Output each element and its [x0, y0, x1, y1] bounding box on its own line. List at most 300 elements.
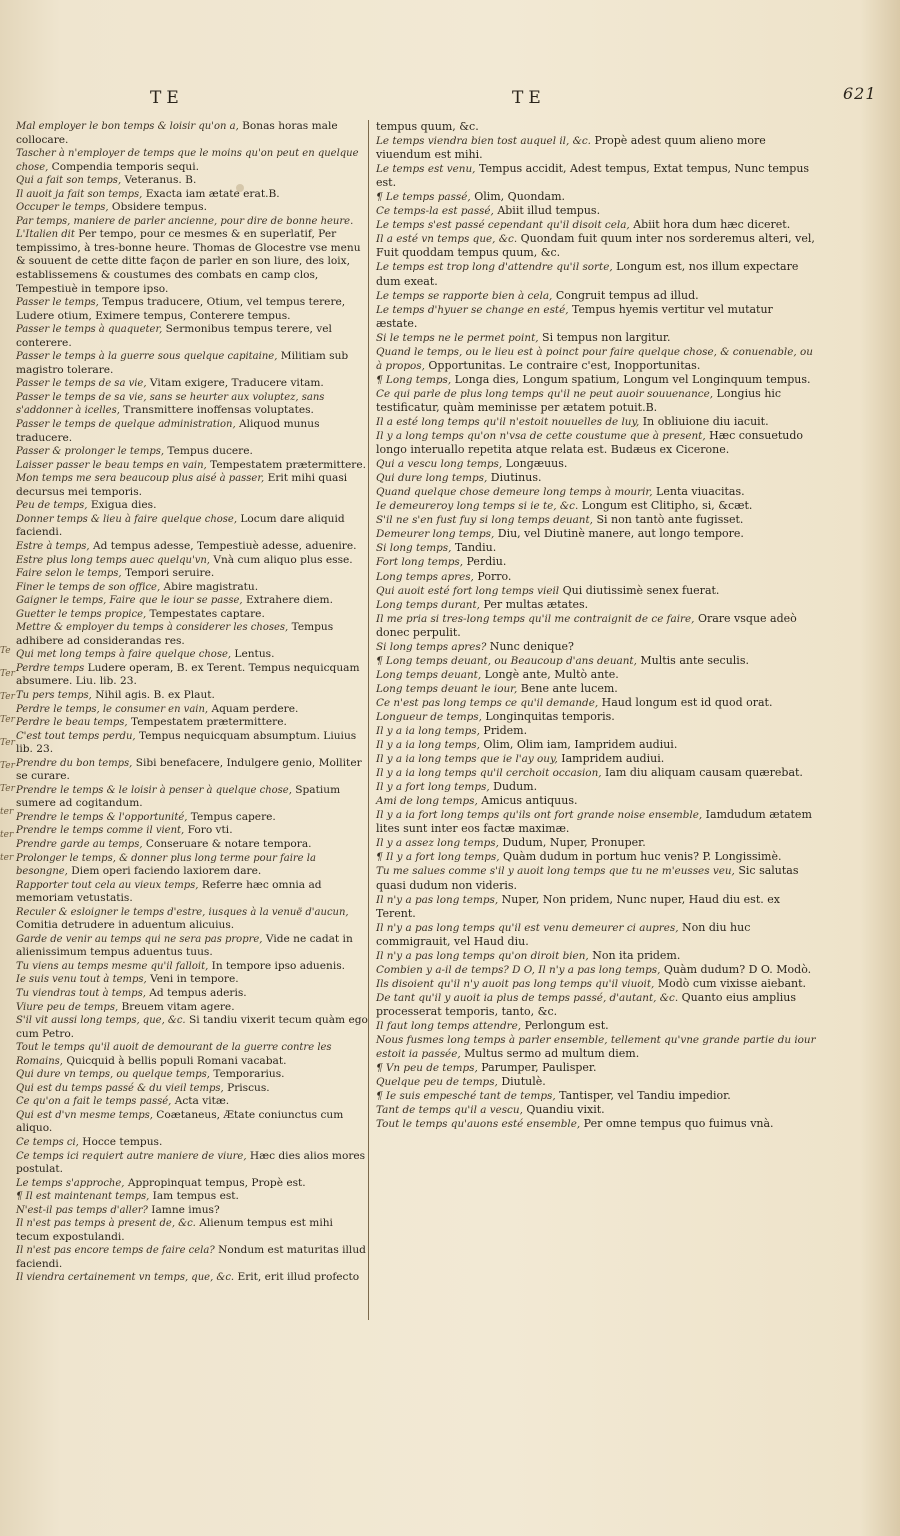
entry-latin: In obliuione diu iacuit.: [639, 414, 769, 428]
entry-french: Il n'est pas temps à present de, &c.: [16, 1218, 196, 1230]
dictionary-entry: [16, 377, 368, 391]
entry-latin: Nondum est maturitas illud faciendi.: [16, 1244, 366, 1270]
dictionary-entry: [376, 527, 816, 541]
entry-french: Viure peu de temps,: [16, 1001, 119, 1013]
entry-latin: Dudum.: [489, 780, 538, 794]
entry-latin: Si tandiu vixerit tecum quàm ego cum Petro.: [16, 1014, 368, 1040]
entry-latin: Pridem.: [479, 724, 528, 738]
entry-french: ¶ Il est maintenant temps,: [16, 1191, 150, 1203]
entry-latin: Aquam perdere.: [208, 702, 299, 715]
dictionary-entry: [16, 1095, 368, 1109]
dictionary-entry: [16, 879, 368, 906]
entry-french: Longueur de temps,: [376, 710, 482, 723]
entry-latin: Coætaneus, Ætate coniunctus cum aliquo.: [16, 1108, 344, 1135]
entry-latin: Quanto eius amplius processerat temporis, tanto, &c.: [376, 990, 796, 1018]
entry-french: Il a esté long temps qu'il n'estoit nouuelles de luy,: [376, 415, 640, 428]
dictionary-entry: [376, 949, 816, 963]
entry-latin: Olim, Quondam.: [470, 190, 566, 204]
entry-latin: Sibi benefacere, Indulgere genio, Molliter se curare.: [16, 756, 362, 783]
dictionary-entry: [376, 640, 816, 654]
entry-french: Tu me salues comme s'il y auoit long temps que tu ne m'eusses veu,: [376, 865, 735, 878]
dictionary-entry: [16, 188, 368, 202]
entry-latin: Abire magistratu.: [160, 580, 259, 593]
entry-french: Si long temps apres?: [376, 640, 487, 653]
entry-french: Perdre temps: [16, 662, 85, 674]
entry-latin: Longinquitas temporis.: [481, 709, 615, 723]
dictionary-entry: [376, 1033, 816, 1061]
entry-latin: Amicus antiquus.: [477, 794, 578, 808]
dictionary-entry: [16, 662, 368, 689]
entry-french: Passer le temps,: [16, 297, 99, 309]
entry-french: Prendre le temps & le loisir à penser à quelque chose,: [16, 784, 292, 796]
dictionary-entry: [16, 1136, 368, 1150]
dictionary-entry: [16, 323, 368, 350]
entry-french: S'il vit aussi long temps, que, &c.: [16, 1015, 186, 1027]
entry-french: Tu viendras tout à temps,: [16, 988, 146, 999]
entry-french: Il a esté vn temps que, &c.: [376, 233, 518, 246]
entry-french: Il n'est pas encore temps de faire cela?: [16, 1245, 215, 1257]
entry-french: N'est-il pas temps d'aller?: [16, 1204, 148, 1216]
entry-french: Quelque peu de temps,: [376, 1076, 498, 1089]
entry-latin: Tantisper, vel Tandiu impedior.: [555, 1089, 731, 1103]
entry-french: Garde de venir au temps qui ne sera pas propre,: [16, 933, 263, 945]
dictionary-entry: [376, 977, 816, 991]
entry-latin: Alienum tempus est mihi tecum expostulandi.: [16, 1217, 333, 1243]
entry-latin: Tempori seruire.: [121, 567, 215, 580]
dictionary-entry: [16, 296, 368, 323]
dictionary-entry: [16, 594, 368, 608]
entry-french: Si long temps,: [376, 542, 452, 555]
entry-french: Finer le temps de son office,: [16, 581, 161, 593]
entry-french: Il me pria si tres-long temps qu'il me contraignit de ce faire,: [376, 612, 695, 625]
entry-french: Mal employer le bon temps & loisir qu'on a,: [16, 121, 239, 132]
column-rule: [368, 120, 369, 1320]
dictionary-entry: [376, 696, 816, 710]
entry-french: Passer le temps de quelque administration,: [16, 419, 236, 431]
dictionary-entry: [376, 513, 816, 527]
entry-french: ¶ Il y a fort long temps,: [376, 851, 500, 864]
dictionary-entry: [376, 303, 816, 331]
dictionary-entry: [376, 724, 816, 738]
entry-latin: Diutulè.: [497, 1075, 546, 1089]
entry-french: Qui a fait son temps,: [16, 175, 122, 187]
entry-latin: Conseruare & notare tempora.: [142, 837, 312, 850]
dictionary-entry: [16, 215, 368, 296]
entry-french: Passer le temps de sa vie, sans se heurter aux voluptez, sans s'addonner à icelles,: [16, 391, 325, 417]
dictionary-entry: [16, 1014, 368, 1041]
entry-latin: Longum est, nos illum expectare dum exeat.: [376, 260, 799, 288]
dictionary-entry: [376, 1061, 816, 1075]
entry-latin: Si tempus non largitur.: [538, 330, 671, 344]
entry-latin: Iamdudum ætatem lites sunt inter eos factæ maximæ.: [376, 808, 812, 836]
entry-latin: Orare vsque adeò donec perpulit.: [376, 611, 797, 639]
dictionary-entry: [16, 1150, 368, 1177]
entry-french: ¶ Ie suis empesché tant de temps,: [376, 1090, 556, 1103]
dictionary-entry: [16, 838, 368, 852]
dictionary-entry: [376, 331, 816, 345]
entry-latin: Vide ne cadat in alienissimum tempus aduentus tuus.: [16, 932, 353, 959]
entry-latin: Diu, vel Diutinè manere, aut longo tempore.: [494, 527, 744, 541]
entry-latin: Opportunitas. Le contraire c'est, Inopportunitas.: [424, 358, 701, 372]
dictionary-entry: [376, 555, 816, 569]
margin-note: Ter: [0, 738, 15, 748]
entry-latin: Compendia temporis sequi.: [48, 160, 199, 173]
entry-latin: Nihil agis. B. ex Plaut.: [91, 688, 215, 701]
left-column: [16, 120, 368, 1285]
entry-latin: Iam tempus est.: [149, 1190, 239, 1203]
dictionary-entry: [16, 1190, 368, 1204]
dictionary-entry: [376, 345, 816, 373]
entry-latin: Qui diutissimè senex fuerat.: [559, 583, 720, 597]
dictionary-entry: [16, 120, 368, 147]
entry-french: Passer & prolonger le temps,: [16, 446, 165, 458]
dictionary-entry: [16, 445, 368, 459]
dictionary-entry: [376, 570, 816, 584]
entry-latin: Tempus traducere, Otium, vel tempus terere, Ludere otium, Eximere tempus, Conterere tempus.: [16, 296, 346, 322]
entry-latin: Propè adest quum alieno more viuendum est mihi.: [376, 134, 766, 162]
entry-french: Ils disoient qu'il n'y auoit pas long temps qu'il viuoit,: [376, 977, 655, 990]
entry-latin: Vnà cum aliquo plus esse.: [209, 553, 353, 566]
entry-latin: Tandiu.: [451, 541, 497, 555]
dictionary-entry: [376, 1103, 816, 1117]
entry-french: Laisser passer le beau temps en vain,: [16, 459, 207, 471]
entry-french: Prolonger le temps, & donner plus long terme pour faire la besongne,: [16, 852, 316, 878]
dictionary-entry: [376, 289, 816, 303]
entry-latin: Parumper, Paulisper.: [477, 1061, 597, 1075]
entry-french: Le temps est venu,: [376, 163, 476, 176]
entry-latin: Quicquid à bellis populi Romani vacabat.: [62, 1054, 287, 1067]
entry-latin: Quàm dudum in portum huc venis? P. Longissimè.: [499, 850, 782, 864]
right-column: [376, 120, 816, 1131]
dictionary-entry: [16, 1082, 368, 1096]
entry-latin: Acta vitæ.: [171, 1095, 230, 1108]
entry-latin: Per omne tempus quo fuimus vnà.: [580, 1117, 774, 1131]
dictionary-entry: [376, 1117, 816, 1131]
dictionary-entry: [376, 457, 816, 471]
entry-latin: Modò cum vixisse aiebant.: [654, 976, 807, 990]
entry-latin: Transmittere inoffensas voluptates.: [119, 404, 314, 417]
entry-latin: Tempus capere.: [187, 810, 276, 823]
entry-french: Il viendra certainement vn temps, que, &c.: [16, 1272, 235, 1284]
entry-french: ¶ Long temps,: [376, 373, 452, 386]
dictionary-entry: [16, 906, 368, 933]
entry-latin: Diem operi faciendo laxiorem dare.: [67, 865, 262, 878]
entry-french: ¶ Long temps deuant, ou Beaucoup d'ans deuant,: [376, 654, 637, 667]
entry-french: Ami de long temps,: [376, 795, 478, 808]
entry-latin: Sermonibus tempus terere, vel conterere.: [16, 323, 332, 349]
entry-french: Il y a ia long temps,: [376, 725, 480, 738]
dictionary-entry: [376, 710, 816, 724]
entry-french: Qui dure vn temps, ou quelque temps,: [16, 1069, 210, 1081]
entry-latin: Quondam fuit quum inter nos sorderemus alteri, vel, Fuit quoddam tempus quum, &c.: [376, 232, 815, 260]
dictionary-entry: [16, 1109, 368, 1136]
entry-latin: Exigua dies.: [87, 499, 157, 512]
dictionary-entry: [376, 260, 816, 288]
entry-french: Long temps durant,: [376, 598, 480, 611]
entry-french: Fort long temps,: [376, 556, 464, 569]
entry-french: Estre plus long temps auec quelqu'vn,: [16, 554, 210, 566]
dictionary-entry: [16, 472, 368, 499]
dictionary-entry: [376, 921, 816, 949]
entry-french: Tu pers temps,: [16, 689, 92, 701]
entry-french: De tant qu'il y auoit ia plus de temps passé, d'autant, &c.: [376, 991, 679, 1004]
entry-latin: Longum est Clitipho, si, &cæt.: [578, 499, 753, 513]
entry-french: Prendre garde au temps,: [16, 838, 143, 850]
entry-french: Mon temps me sera beaucoup plus aisé à passer,: [16, 473, 265, 485]
entry-french: Le temps s'est passé cependant qu'il disoit cela,: [376, 219, 630, 232]
dictionary-entry: [16, 1204, 368, 1218]
margin-note: Te: [0, 646, 11, 656]
dictionary-entry: [376, 850, 816, 864]
entry-latin: Nuper, Non pridem, Nunc nuper, Haud diu est. ex Terent.: [376, 892, 780, 920]
entry-latin: Non diu huc commigrauit, vel Haud diu.: [376, 920, 751, 948]
dictionary-entry: [376, 808, 816, 836]
dictionary-entry: [16, 648, 368, 662]
dictionary-entry: [376, 780, 816, 794]
entry-latin: Locum dare aliquid faciendi.: [16, 512, 345, 539]
entry-latin: Tempus adhibere ad considerandas res.: [16, 621, 334, 647]
dictionary-entry: [16, 581, 368, 595]
dictionary-entry: [16, 852, 368, 879]
dictionary-entry: [16, 459, 368, 473]
dictionary-entry: [376, 373, 816, 387]
entry-french: Il y a assez long temps,: [376, 837, 499, 850]
dictionary-entry: [16, 391, 368, 418]
entry-french: Nous fusmes long temps à parler ensemble, tellement qu'vne grande partie du iour estoit ia passée,: [376, 1034, 816, 1061]
entry-french: Tant de temps qu'il a vescu,: [376, 1104, 523, 1117]
entry-french: Il n'y a pas long temps qu'il est venu demeurer ci aupres,: [376, 921, 679, 934]
entry-french: Perdre le temps, le consumer en vain,: [16, 703, 209, 715]
dictionary-entry: [376, 893, 816, 921]
entry-french: Il y a long temps qu'on n'vsa de cette coustume que à present,: [376, 430, 706, 443]
dictionary-entry: [16, 554, 368, 568]
dictionary-entry: [376, 1019, 816, 1033]
dictionary-entry: [376, 134, 816, 162]
entry-french: Le temps s'approche,: [16, 1177, 125, 1189]
entry-latin: Per multas ætates.: [479, 597, 589, 611]
entry-french: Ce qu'on a fait le temps passé,: [16, 1096, 172, 1108]
margin-note: Ter: [0, 715, 15, 725]
entry-french: Passer le temps de sa vie,: [16, 378, 147, 390]
entry-french: Par temps, maniere de parler ancienne, pour dire de bonne heure. L'Italien dit: [16, 215, 354, 241]
dictionary-entry: [16, 811, 368, 825]
entry-latin: Congruit tempus ad illud.: [552, 288, 699, 302]
page-number: 621: [843, 84, 877, 103]
entry-french: Donner temps & lieu à faire quelque chose,: [16, 513, 238, 525]
entry-french: Passer le temps à la guerre sous quelque capitaine,: [16, 351, 278, 363]
dictionary-entry: [16, 1217, 368, 1244]
entry-latin: Hæc dies alios mores postulat.: [16, 1149, 366, 1176]
entry-french: Long temps apres,: [376, 570, 474, 583]
dictionary-entry: [16, 730, 368, 757]
dictionary-entry: [376, 415, 816, 429]
entry-french: Perdre le beau temps,: [16, 717, 128, 729]
entry-french: Long temps deuant le iour,: [376, 682, 518, 695]
dictionary-entry: [376, 120, 816, 134]
entry-latin: Bene ante lucem.: [517, 681, 618, 695]
entry-latin: Veni in tempore.: [146, 973, 239, 986]
entry-latin: Hocce tempus.: [78, 1136, 163, 1149]
entry-french: Qui est du temps passé & du vieil temps,: [16, 1082, 224, 1094]
entry-french: Prendre du bon temps,: [16, 757, 133, 769]
dictionary-entry: [16, 499, 368, 513]
entry-french: Demeurer long temps,: [376, 528, 495, 541]
entry-french: Rapporter tout cela au vieux temps,: [16, 879, 199, 891]
entry-latin: Lentus.: [231, 648, 275, 661]
entry-latin: Tempestatem prætermittere.: [127, 716, 287, 729]
margin-note: ter: [0, 807, 14, 817]
entry-french: Ie demeureroy long temps si ie te, &c.: [376, 500, 579, 513]
dictionary-entry: [16, 1271, 368, 1285]
entry-latin: Abiit hora dum hæc diceret.: [629, 218, 791, 232]
entry-french: Estre à temps,: [16, 540, 90, 552]
entry-french: Combien y a-il de temps? D O, Il n'y a pas long temps,: [376, 963, 661, 976]
dictionary-entry: [16, 757, 368, 784]
entry-french: Long temps deuant,: [376, 668, 482, 681]
running-head-center: TE: [512, 88, 546, 108]
dictionary-entry: [376, 682, 816, 696]
entry-french: Il y a ia long temps qu'il cerchoit occasion,: [376, 767, 602, 780]
dictionary-entry: [16, 784, 368, 811]
entry-latin: Erit mihi quasi decursus mei temporis.: [16, 472, 348, 498]
margin-note: ter: [0, 830, 14, 840]
dictionary-entry: [376, 794, 816, 808]
entry-french: Ie suis venu tout à temps,: [16, 974, 147, 986]
entry-latin: Ad tempus adesse, Tempestiuè adesse, aduenire.: [89, 539, 357, 552]
entry-french: Qui a vescu long temps,: [376, 458, 503, 471]
dictionary-entry: [16, 1068, 368, 1082]
entry-latin: Si non tantò ante fugisset.: [592, 513, 744, 527]
entry-latin: Sic salutas quasi dudum non videris.: [376, 864, 799, 892]
entry-french: Prendre le temps & l'opportunité,: [16, 811, 188, 823]
entry-french: Le temps viendra bien tost auquel il, &c.: [376, 135, 591, 148]
entry-french: Peu de temps,: [16, 500, 88, 512]
entry-latin: Tempus ducere.: [164, 445, 253, 458]
entry-french: S'il ne s'en fust fuy si long temps deuant,: [376, 514, 593, 527]
dictionary-entry: [376, 190, 816, 204]
entry-latin: Longa dies, Longum spatium, Longum vel Longinquum tempus.: [451, 372, 811, 386]
dictionary-entry: [376, 162, 816, 190]
dictionary-entry: [376, 387, 816, 415]
entry-french: Il y a ia fort long temps qu'ils ont fort grande noise ensemble,: [376, 809, 703, 822]
entry-french: Il y a fort long temps,: [376, 781, 490, 794]
entry-latin: Quàm dudum? D O. Modò.: [660, 962, 812, 976]
entry-latin: Temporarius.: [209, 1068, 285, 1081]
entry-latin: Abiit illud tempus.: [493, 204, 601, 218]
entry-french: Reculer & esloigner le temps d'estre, iusques à la venuë d'aucun,: [16, 906, 349, 918]
entry-french: Tout le temps qu'auons esté ensemble,: [376, 1118, 581, 1131]
dictionary-entry: [376, 499, 816, 513]
entry-french: C'est tout temps perdu,: [16, 730, 136, 742]
entry-latin: Militiam sub magistro tolerare.: [16, 350, 349, 376]
dictionary-entry: [16, 513, 368, 540]
entry-french: Le temps est trop long d'attendre qu'il sorte,: [376, 261, 613, 274]
entry-french: Qui est d'vn mesme temps,: [16, 1109, 153, 1121]
entry-latin: Tempestatem prætermittere.: [206, 458, 366, 471]
entry-french: Tascher à n'employer de temps que le moins qu'on peut en quelque chose,: [16, 148, 359, 173]
entry-latin: tempus quum, &c.: [376, 120, 479, 133]
entry-latin: Porro.: [473, 569, 512, 583]
entry-french: Faire selon le temps,: [16, 568, 122, 580]
dictionary-entry: [376, 218, 816, 232]
dictionary-entry: [16, 973, 368, 987]
entry-latin: Extrahere diem.: [242, 594, 333, 607]
entry-latin: Iamne imus?: [147, 1203, 220, 1216]
running-head-left: TE: [150, 88, 184, 108]
margin-note: ter: [0, 853, 14, 863]
dictionary-entry: [376, 668, 816, 682]
entry-french: Il n'y a pas long temps,: [376, 893, 499, 906]
entry-latin: Longè ante, Multò ante.: [481, 667, 619, 681]
margin-note: Ter: [0, 784, 15, 794]
dictionary-entry: [376, 654, 816, 668]
entry-latin: Erit, erit illud profecto: [234, 1271, 360, 1284]
entry-french: Mettre & employer du temps à considerer les choses,: [16, 622, 289, 634]
dictionary-entry: [376, 836, 816, 850]
entry-french: Ce temps ci,: [16, 1137, 79, 1149]
entry-latin: Spatium sumere ad cogitandum.: [16, 783, 341, 810]
entry-latin: Haud longum est id quod orat.: [598, 695, 773, 709]
dictionary-entry: [16, 689, 368, 703]
entry-latin: Tempus nequicquam absumptum. Liuius lib. 23.: [16, 729, 357, 756]
dictionary-entry: [16, 567, 368, 581]
dictionary-entry: [16, 716, 368, 730]
dictionary-entry: [16, 621, 368, 648]
entry-latin: Olim, Olim iam, Iampridem audiui.: [479, 738, 678, 752]
entry-french: Gaigner le temps, Faire que le iour se passe,: [16, 595, 243, 607]
entry-latin: Multus sermo ad multum diem.: [460, 1047, 640, 1061]
margin-note: Ter: [0, 669, 15, 679]
entry-french: Passer le temps à quaqueter,: [16, 324, 163, 336]
entry-latin: Ad tempus aderis.: [145, 987, 247, 999]
entry-latin: Nunc denique?: [486, 639, 574, 653]
entry-french: Qui dure long temps,: [376, 472, 488, 485]
dictionary-entry: [376, 864, 816, 892]
entry-latin: In tempore ipso aduenis.: [208, 959, 346, 972]
dictionary-entry: [376, 991, 816, 1019]
entry-latin: Lenta viuacitas.: [652, 485, 745, 499]
entry-french: Quand quelque chose demeure long temps à mourir,: [376, 486, 653, 499]
entry-french: Ce temps ici requiert autre maniere de viure,: [16, 1150, 247, 1162]
entry-french: Guetter le temps propice,: [16, 608, 147, 620]
entry-french: Qui auoit esté fort long temps vieil: [376, 584, 560, 597]
dictionary-entry: [16, 960, 368, 974]
entry-latin: Referre hæc omnia ad memoriam vetustatis.: [16, 878, 322, 905]
dictionary-entry: [16, 1244, 368, 1271]
dictionary-entry: [376, 598, 816, 612]
dictionary-entry: [376, 471, 816, 485]
entry-french: ¶ Le temps passé,: [376, 191, 471, 204]
entry-french: Il y a ia long temps,: [376, 739, 480, 752]
entry-latin: Quandiu vixit.: [522, 1103, 605, 1117]
entry-latin: Bonas horas male collocare.: [16, 120, 338, 146]
dictionary-entry: [376, 485, 816, 499]
entry-french: Il n'y a pas long temps qu'on diroit bien,: [376, 949, 589, 962]
dictionary-entry: [376, 738, 816, 752]
entry-latin: Hæc consuetudo longo interuallo repetita atque relata est. Budæus ex Cicerone.: [376, 429, 804, 457]
dictionary-entry: [376, 204, 816, 218]
entry-french: Le temps d'hyuer se change en esté,: [376, 303, 569, 316]
entry-latin: Tempus accidit, Adest tempus, Extat tempus, Nunc tempus est.: [376, 162, 810, 190]
entry-french: Il y a ia long temps que ie l'ay ouy,: [376, 753, 558, 766]
entry-latin: Aliquod munus traducere.: [16, 418, 320, 444]
entry-latin: Exacta iam ætate erat.B.: [142, 187, 280, 200]
dictionary-entry: [16, 350, 368, 377]
entry-latin: Longæuus.: [502, 457, 568, 471]
entry-french: ¶ Vn peu de temps,: [376, 1062, 478, 1075]
entry-latin: Iam diu aliquam causam quærebat.: [601, 766, 803, 780]
entry-french: Tout le temps qu'il auoit de demourant de la guerre contre les Romains,: [16, 1042, 332, 1067]
